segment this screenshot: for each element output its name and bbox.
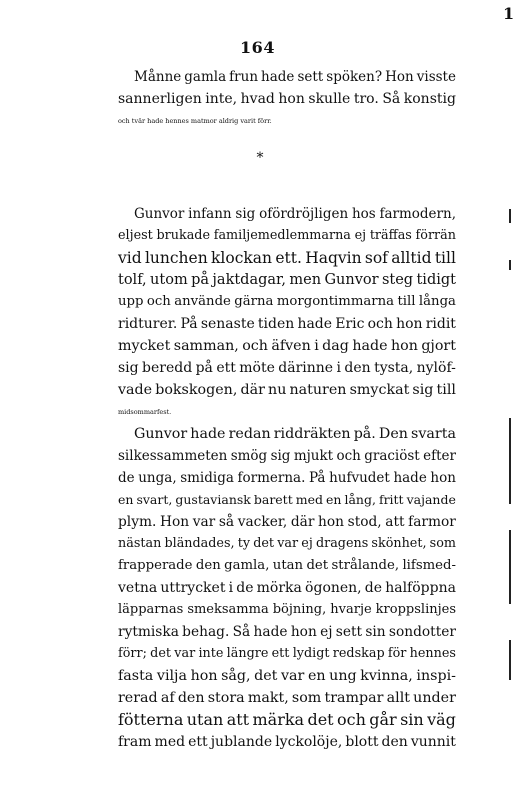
margin-mark bbox=[509, 418, 511, 504]
text-line: frapperade den gamla, utan det strålande, lifsmed- bbox=[118, 558, 456, 573]
text-line: rerad af den stora makt, som trampar allt under bbox=[118, 690, 456, 706]
text-line: Gunvor hade redan riddräkten på. Den svarta bbox=[134, 426, 456, 442]
text-line: vetna uttrycket i de mörka ögonen, de halföppna bbox=[118, 580, 456, 596]
text-line: plym. Hon var så vacker, där hon stod, att farmor bbox=[118, 514, 456, 530]
text-line: Gunvor infann sig ofördröjligen hos farmodern, bbox=[134, 206, 456, 222]
text-line: upp och använde gärna morgontimmarna till långa bbox=[118, 294, 456, 309]
margin-mark bbox=[509, 530, 511, 604]
text-line: sannerligen inte, hvad hon skulle tro. Så konstig bbox=[118, 91, 456, 107]
text-line: fasta vilja hon såg, det var en ung kvinna, inspi- bbox=[118, 668, 456, 684]
page-number: 164 bbox=[240, 38, 275, 57]
text-line: en svart, gustaviansk barett med en lång, fritt vajande bbox=[118, 492, 456, 507]
text-line: eljest brukade familjemedlemmarna ej träffas förrän bbox=[118, 228, 456, 243]
text-line: mycket samman, och äfven i dag hade hon gjort bbox=[118, 338, 456, 354]
text-line: tolf, utom på jaktdagar, men Gunvor steg tidigt bbox=[118, 272, 456, 288]
page-edge-mark: 1 bbox=[503, 4, 515, 23]
text-line: de unga, smidiga formerna. På hufvudet hade hon bbox=[118, 470, 456, 486]
text-line: vade bokskogen, där nu naturen smyckat sig till bbox=[118, 382, 456, 398]
text-line: nästan bländades, ty det var ej dragens skönhet, som bbox=[118, 536, 456, 551]
margin-mark bbox=[509, 640, 511, 680]
text-line: Månne gamla frun hade sett spöken? Hon visste bbox=[134, 69, 456, 85]
text-line: vid lunchen klockan ett. Haqvin sof alltid till bbox=[118, 249, 456, 267]
text-line: rytmiska behag. Så hade hon ej sett sin sondotter bbox=[118, 624, 456, 640]
text-line: silkessammeten smög sig mjukt och graciöst efter bbox=[118, 448, 456, 464]
text-line: förr; det var inte längre ett lydigt redskap för hennes bbox=[118, 646, 456, 661]
margin-mark bbox=[509, 209, 511, 223]
text-line: och tvär hade hennes matmor aldrig varit förr. bbox=[118, 117, 272, 125]
text-line: fötterna utan att märka det och går sin väg bbox=[118, 710, 456, 729]
text-line: läpparnas smeksamma böjning, hvarje kroppslinjes bbox=[118, 602, 456, 617]
text-line: ridturer. På senaste tiden hade Eric och hon ridit bbox=[118, 316, 456, 332]
margin-mark bbox=[509, 260, 511, 270]
text-line: fram med ett jublande lyckolöje, blott den vunnit bbox=[118, 734, 456, 750]
text-line: midsommarfest. bbox=[118, 408, 172, 416]
text-line: sig beredd på ett möte därinne i den tysta, nylöf- bbox=[118, 360, 456, 376]
section-separator: * bbox=[256, 150, 264, 166]
